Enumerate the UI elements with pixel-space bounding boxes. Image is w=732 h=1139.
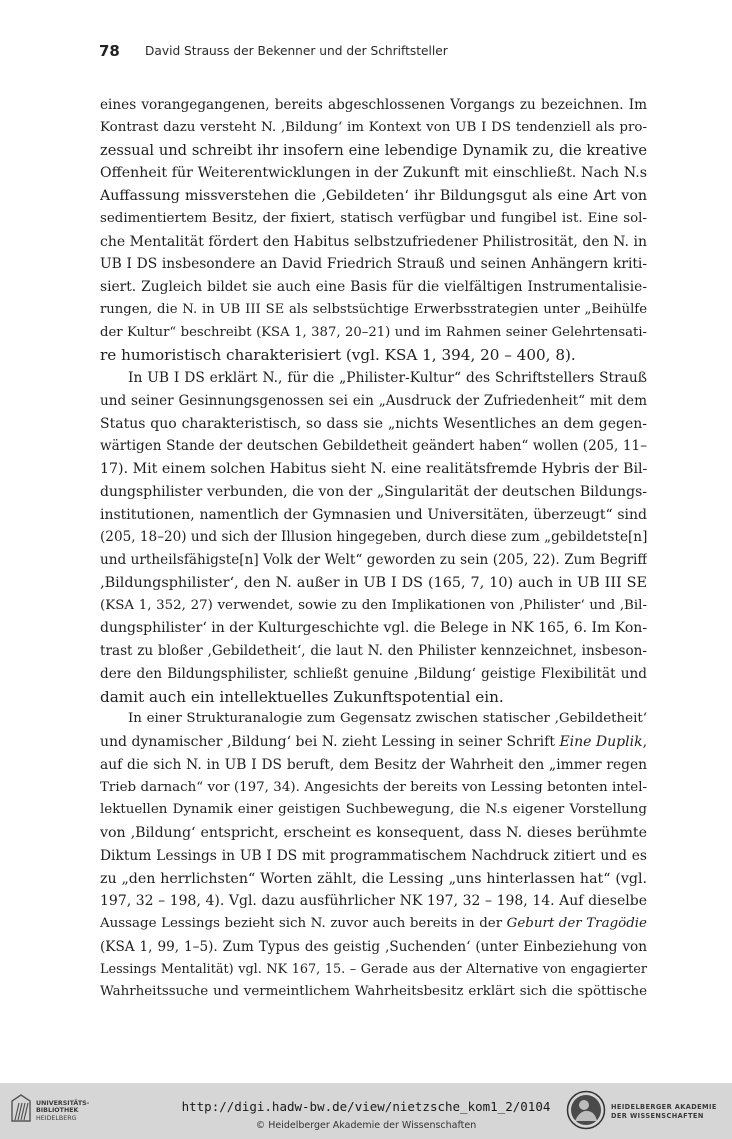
- text-line: [100, 572, 647, 595]
- text-line: [100, 686, 647, 709]
- text-segment: ,: [642, 734, 647, 750]
- page-number: 78: [99, 42, 120, 60]
- text-line: [100, 890, 647, 913]
- text-line: [100, 981, 647, 1004]
- text-line: [100, 640, 647, 663]
- text-line: [100, 868, 647, 891]
- text-line: [100, 140, 647, 163]
- text-line: [100, 458, 647, 481]
- text-segment: Trieb darnach“ vor (197, 34). Angesichts der bereits von Lessing betonten intel-: [100, 779, 647, 795]
- text-line: [100, 322, 647, 345]
- text-line: [100, 731, 647, 754]
- text-segment: Status quo charakteristisch, so dass sie „nichts Wesentliches an dem gegen-: [100, 415, 647, 432]
- text-line: [100, 231, 647, 254]
- text-segment: dere den Bildungsphilister, schließt genuine ‚Bildung‘ geistige Flexibilität und: [100, 665, 647, 682]
- text-segment: zu „den herrlichsten“ Worten zählt, die Lessing „uns hinterlassen hat“ (vgl.: [100, 870, 647, 887]
- text-segment: und urtheilsfähigste[n] Volk der Welt“ geworden zu sein (205, 22). Zum Begriff: [100, 552, 647, 568]
- text-line: [100, 822, 647, 845]
- text-segment: re humoristisch charakterisiert (vgl. KSA 1, 394, 20 – 400, 8).: [100, 346, 576, 365]
- text-line: [100, 481, 647, 504]
- text-segment: ‚Bildungsphilister‘, den N. außer in UB I DS (165, 7, 10) auch in UB III SE: [100, 574, 647, 591]
- footer-bar: [0, 1083, 732, 1139]
- text-segment: sedimentiertem Besitz, der fixiert, statisch verfügbar und fungibel ist. Eine sol-: [100, 210, 647, 226]
- text-segment: (KSA 1, 99, 1–5). Zum Typus des geistig ‚Suchenden‘ (unter Einbeziehung von: [100, 938, 647, 955]
- text-segment: auf die sich N. in UB I DS beruft, dem Besitz der Wahrheit den „immer regen: [100, 756, 647, 773]
- text-line: [100, 390, 647, 413]
- text-segment: dungsphilister verbunden, die von der „Singularität der deutschen Bildungs-: [100, 483, 647, 500]
- text-line: [100, 276, 647, 299]
- text-segment: rungen, die N. in UB III SE als selbstsüchtige Erwerbsstrategien unter „Beihülfe: [100, 301, 647, 317]
- footer-url-link[interactable]: http://digi.hadw-bw.de/view/nietzsche_kom1_2/0104: [181, 1099, 551, 1114]
- italic-title: Geburt der Tragödie: [506, 916, 647, 931]
- text-segment: und dynamischer ‚Bildung‘ bei N. zieht Lessing in seiner Schrift: [100, 734, 560, 750]
- body-text: [100, 94, 647, 1004]
- text-segment: (KSA 1, 352, 27) verwendet, sowie zu den Implikationen von ‚Philister‘ und ‚Bil-: [100, 597, 647, 613]
- text-line: [100, 162, 647, 185]
- text-line: [100, 663, 647, 686]
- page-header: [99, 42, 652, 66]
- text-segment: UB I DS insbesondere an David Friedrich Strauß und seinen Anhängern kriti-: [100, 256, 647, 273]
- text-line: [100, 344, 647, 367]
- text-segment: von ‚Bildung‘ entspricht, erscheint es konsequent, dass N. dieses berühmte: [100, 825, 647, 841]
- text-segment: Wahrheitssuche und vermeintlichem Wahrheitsbesitz erklärt sich die spöttische: [100, 984, 647, 1000]
- academy-logo-text: [611, 1103, 717, 1120]
- academy-logo-line: HEIDELBERGER AKADEMIE: [611, 1103, 717, 1111]
- text-line: [100, 413, 647, 436]
- text-line: [100, 549, 647, 572]
- text-segment: und seiner Gesinnungsgenossen sei ein „Ausdruck der Zufriedenheit“ mit dem: [100, 392, 647, 409]
- text-segment: Lessings Mentalität) vgl. NK 167, 15. – Gerade aus der Alternative von engagierter: [100, 961, 647, 977]
- library-logo-line: UNIVERSITÄTS-: [36, 1100, 90, 1107]
- text-line: [100, 936, 647, 959]
- text-segment: (205, 18–20) und sich der Illusion hingegeben, durch diese zum „gebildetste[n]: [100, 529, 647, 546]
- text-line: [100, 777, 647, 800]
- text-line: [100, 913, 647, 936]
- text-segment: lektuellen Dynamik einer geistigen Suchbewegung, die N.s eigener Vorstellung: [100, 802, 647, 818]
- text-line: [100, 708, 647, 731]
- text-segment: trast zu bloßer ‚Gebildetheit‘, die laut N. den Philister kennzeichnet, insbeson-: [100, 643, 647, 659]
- text-segment: Diktum Lessings in UB I DS mit programmatischem Nachdruck zitiert und es: [100, 847, 647, 864]
- text-line: [100, 526, 647, 549]
- text-line: [100, 94, 647, 117]
- text-segment: dungsphilister‘ in der Kulturgeschichte vgl. die Belege in NK 165, 6. Im Kon-: [100, 620, 647, 637]
- text-segment: siert. Zugleich bildet sie auch eine Basis für die vielfältigen Instrumentalisie-: [100, 279, 647, 295]
- library-logo-line: HEIDELBERG: [36, 1114, 77, 1122]
- text-segment: In einer Strukturanalogie zum Gegensatz zwischen statischer ‚Gebildetheit‘: [128, 711, 647, 727]
- text-segment: der Kultur“ beschreibt (KSA 1, 387, 20–21) und im Rahmen seiner Gelehrtensati-: [100, 324, 647, 340]
- text-segment: In UB I DS erklärt N., für die „Philister-Kultur“ des Schriftstellers Strauß: [128, 370, 647, 386]
- text-line: [100, 617, 647, 640]
- library-logo-line: BIBLIOTHEK: [36, 1107, 79, 1115]
- text-line: [100, 117, 647, 140]
- text-segment: 197, 32 – 198, 4). Vgl. dazu ausführlicher NK 197, 32 – 198, 14. Auf dieselbe: [100, 893, 647, 910]
- text-line: [100, 367, 647, 390]
- text-segment: Kontrast dazu versteht N. ‚Bildung‘ im Kontext von UB I DS tendenziell als pro-: [100, 119, 647, 135]
- text-line: [100, 845, 647, 868]
- text-line: [100, 959, 647, 982]
- text-segment: wärtigen Stande der deutschen Gebildetheit geändert haben“ wollen (205, 11–: [100, 438, 647, 455]
- text-segment: eines vorangegangenen, bereits abgeschlossenen Vorgangs zu bezeichnen. Im: [100, 97, 647, 113]
- text-line: [100, 435, 647, 458]
- text-line: [100, 799, 647, 822]
- italic-title: Eine Duplik: [559, 734, 643, 750]
- running-title: David Strauss der Bekenner und der Schriftsteller: [145, 44, 448, 58]
- text-segment: damit auch ein intellektuelles Zukunftspotential ein.: [100, 687, 504, 706]
- text-line: [100, 185, 647, 208]
- text-segment: institutionen, namentlich der Gymnasien und Universitäten, überzeugt“ sind: [100, 506, 647, 523]
- text-segment: Offenheit für Weiterentwicklungen in der Zukunft mit einschließt. Nach N.s: [100, 165, 647, 182]
- text-segment: Auffassung missverstehen die ‚Gebildeten‘ ihr Bildungsgut als eine Art von: [100, 188, 647, 204]
- academy-logo-line: DER WISSENSCHAFTEN: [611, 1111, 704, 1120]
- text-line: [100, 504, 647, 527]
- footer-copyright: © Heidelberger Akademie der Wissenschaften: [255, 1120, 477, 1131]
- text-segment: che Mentalität fördert den Habitus selbstzufriedener Philistrosität, den N. in: [100, 233, 647, 250]
- text-line: [100, 253, 647, 276]
- text-line: [100, 299, 647, 322]
- text-line: [100, 754, 647, 777]
- text-segment: 17). Mit einem solchen Habitus sieht N. eine realitätsfremde Hybris der Bil-: [100, 461, 647, 477]
- academy-seal-icon: [566, 1090, 606, 1130]
- text-segment: Aussage Lessings bezieht sich N. zuvor auch bereits in der: [100, 916, 507, 931]
- text-segment: zessual und schreibt ihr insofern eine lebendige Dynamik zu, die kreative: [100, 141, 647, 159]
- text-line: [100, 208, 647, 231]
- text-line: [100, 595, 647, 618]
